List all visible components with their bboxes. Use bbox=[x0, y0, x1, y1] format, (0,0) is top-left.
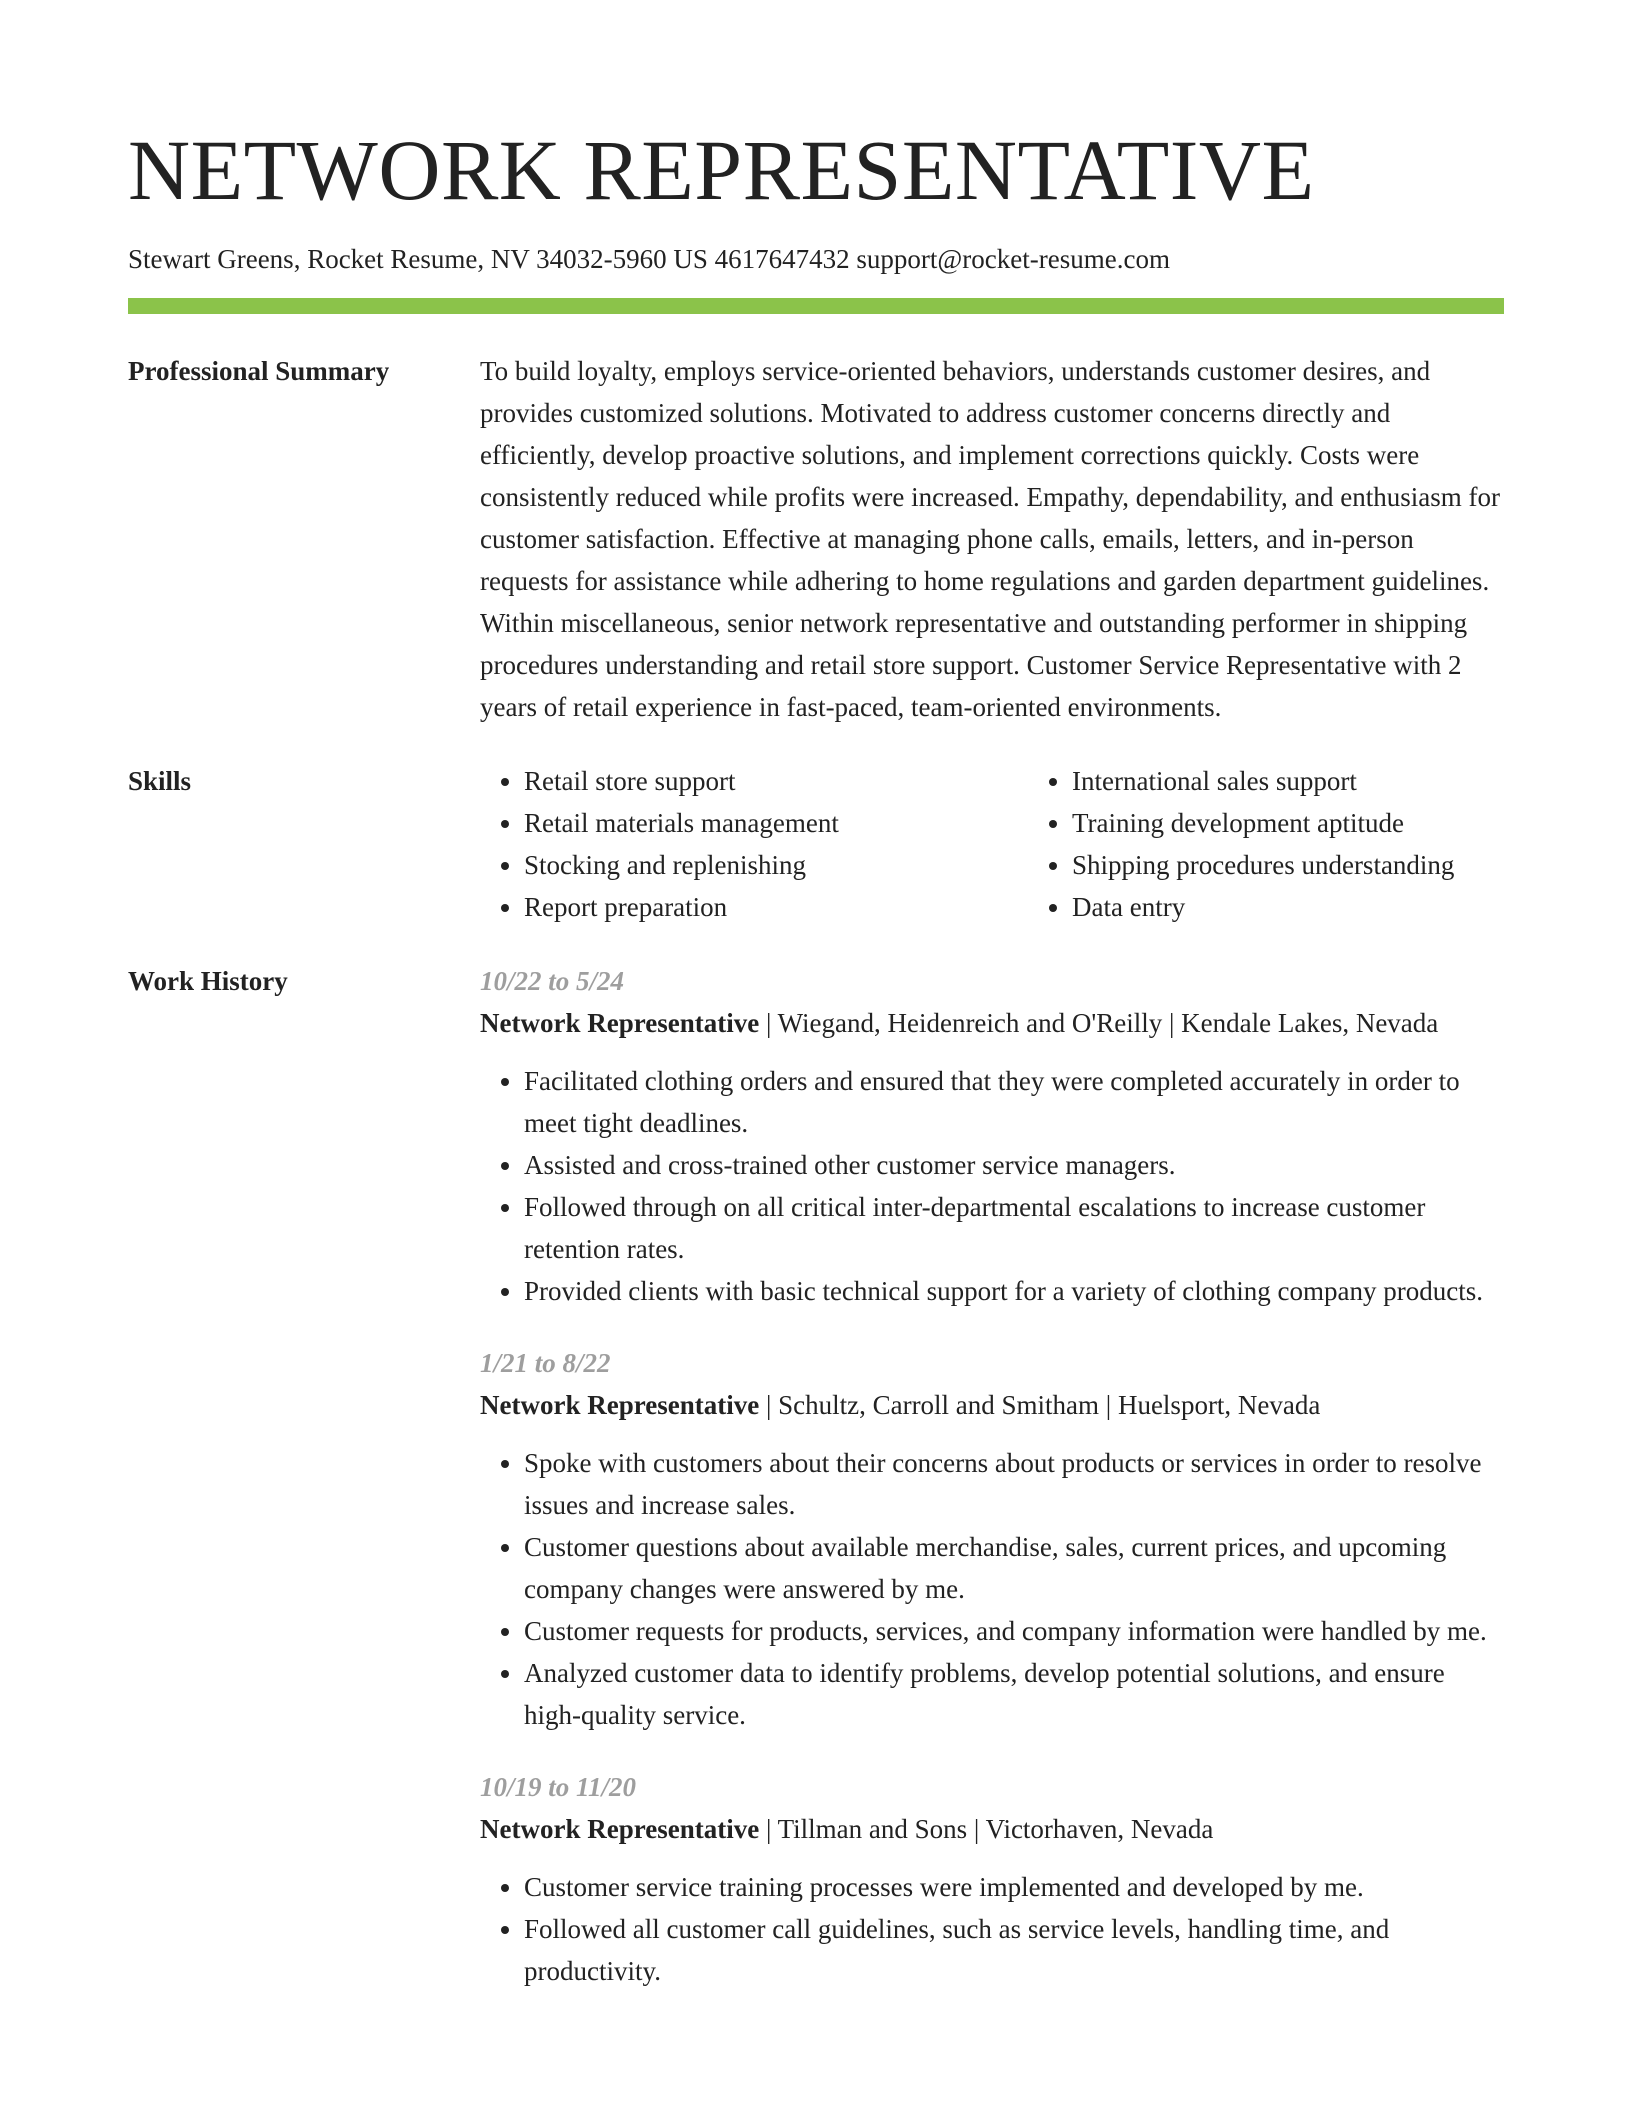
job-role: Network Representative bbox=[480, 1390, 760, 1420]
skills-section bbox=[128, 760, 1504, 928]
job-bullet: • Provided clients with basic technical support for a variety of clothing company products. bbox=[524, 1270, 1504, 1312]
job-bullet: • Customer service training processes were implemented and developed by me. bbox=[524, 1866, 1504, 1908]
job-employer-location: | Wiegand, Heidenreich and O'Reilly | Kendale Lakes, Nevada bbox=[759, 1008, 1439, 1038]
skill-item: • Stocking and replenishing bbox=[524, 844, 1028, 886]
skill-item: • Data entry bbox=[1072, 886, 1576, 928]
job-role: Network Representative bbox=[480, 1814, 760, 1844]
job-bullet: • Analyzed customer data to identify problems, develop potential solutions, and ensure high-quality service. bbox=[524, 1652, 1504, 1736]
job-bullet: • Customer questions about available merchandise, sales, current prices, and upcoming company changes were answered by me. bbox=[524, 1526, 1504, 1610]
job-dates: 10/22 to 5/24 bbox=[480, 966, 625, 996]
job-bullet: • Facilitated clothing orders and ensured that they were completed accurately in order to meet tight deadlines. bbox=[524, 1060, 1504, 1144]
skill-item: • International sales support bbox=[1072, 760, 1576, 802]
skills-column-left bbox=[480, 760, 1028, 928]
job-employer-location: | Tillman and Sons | Victorhaven, Nevada bbox=[759, 1814, 1214, 1844]
skills-column-right bbox=[1028, 760, 1576, 928]
skill-item: • Retail store support bbox=[524, 760, 1028, 802]
resume-title: NETWORK REPRESENTATIVE bbox=[128, 122, 1315, 218]
job-entry bbox=[480, 960, 1504, 1312]
skill-item: • Report preparation bbox=[524, 886, 1028, 928]
contact-info: Stewart Greens, Rocket Resume, NV 34032-5960 US 4617647432 support@rocket-resume.com bbox=[128, 244, 1170, 274]
skills-grid bbox=[480, 760, 1576, 928]
section-title-skills: Skills bbox=[128, 766, 192, 796]
work-history-section bbox=[128, 960, 1504, 2022]
job-bullet: • Followed all customer call guidelines, such as service levels, handling time, and productivity. bbox=[524, 1908, 1504, 1992]
professional-summary-section bbox=[128, 350, 1504, 728]
job-role: Network Representative bbox=[480, 1008, 760, 1038]
job-bullet: • Followed through on all critical inter-departmental escalations to increase customer retention rates. bbox=[524, 1186, 1504, 1270]
job-bullets bbox=[480, 1866, 1504, 1992]
job-entry bbox=[480, 1766, 1504, 1992]
job-bullet: • Customer requests for products, services, and company information were handled by me. bbox=[524, 1610, 1504, 1652]
skill-item: • Retail materials management bbox=[524, 802, 1028, 844]
header-accent-rule bbox=[128, 298, 1504, 314]
summary-body bbox=[480, 350, 1504, 728]
skill-item: • Training development aptitude bbox=[1072, 802, 1576, 844]
job-bullet: • Assisted and cross-trained other customer service managers. bbox=[524, 1144, 1504, 1186]
job-entry bbox=[480, 1342, 1504, 1736]
job-bullets bbox=[480, 1442, 1504, 1736]
job-dates: 10/19 to 11/20 bbox=[480, 1772, 637, 1802]
job-heading bbox=[480, 1002, 1504, 1044]
summary-text: To build loyalty, employs service-oriented behaviors, understands customer desires, and provides customized solutions. Motivated to address customer concerns directly and efficiently, develop proactive solutions, and implement corrections quickly. Costs were consistently reduced while profits were increased. Empathy, dependability, and enthusiasm for customer satisfaction. Effective at managing phone calls, emails, letters, and in-person requests for assistance while adhering to home regulations and garden department guidelines. Within miscellaneous, senior network representative and outstanding performer in shipping procedures understanding and retail store support. Customer Service Representative with 2 years of retail experience in fast-paced, team-oriented environments. bbox=[480, 356, 1500, 722]
job-dates: 1/21 to 8/22 bbox=[480, 1348, 611, 1378]
skill-item: • Shipping procedures understanding bbox=[1072, 844, 1576, 886]
job-bullet: • Spoke with customers about their concerns about products or services in order to resolve issues and increase sales. bbox=[524, 1442, 1504, 1526]
job-heading bbox=[480, 1808, 1504, 1850]
job-bullets bbox=[480, 1060, 1504, 1312]
job-employer-location: | Schultz, Carroll and Smitham | Huelsport, Nevada bbox=[759, 1390, 1321, 1420]
section-title-work-history: Work History bbox=[128, 966, 288, 996]
resume-page bbox=[128, 0, 1504, 2022]
job-heading bbox=[480, 1384, 1504, 1426]
work-history-body bbox=[480, 960, 1504, 2022]
section-title-summary: Professional Summary bbox=[128, 356, 390, 386]
